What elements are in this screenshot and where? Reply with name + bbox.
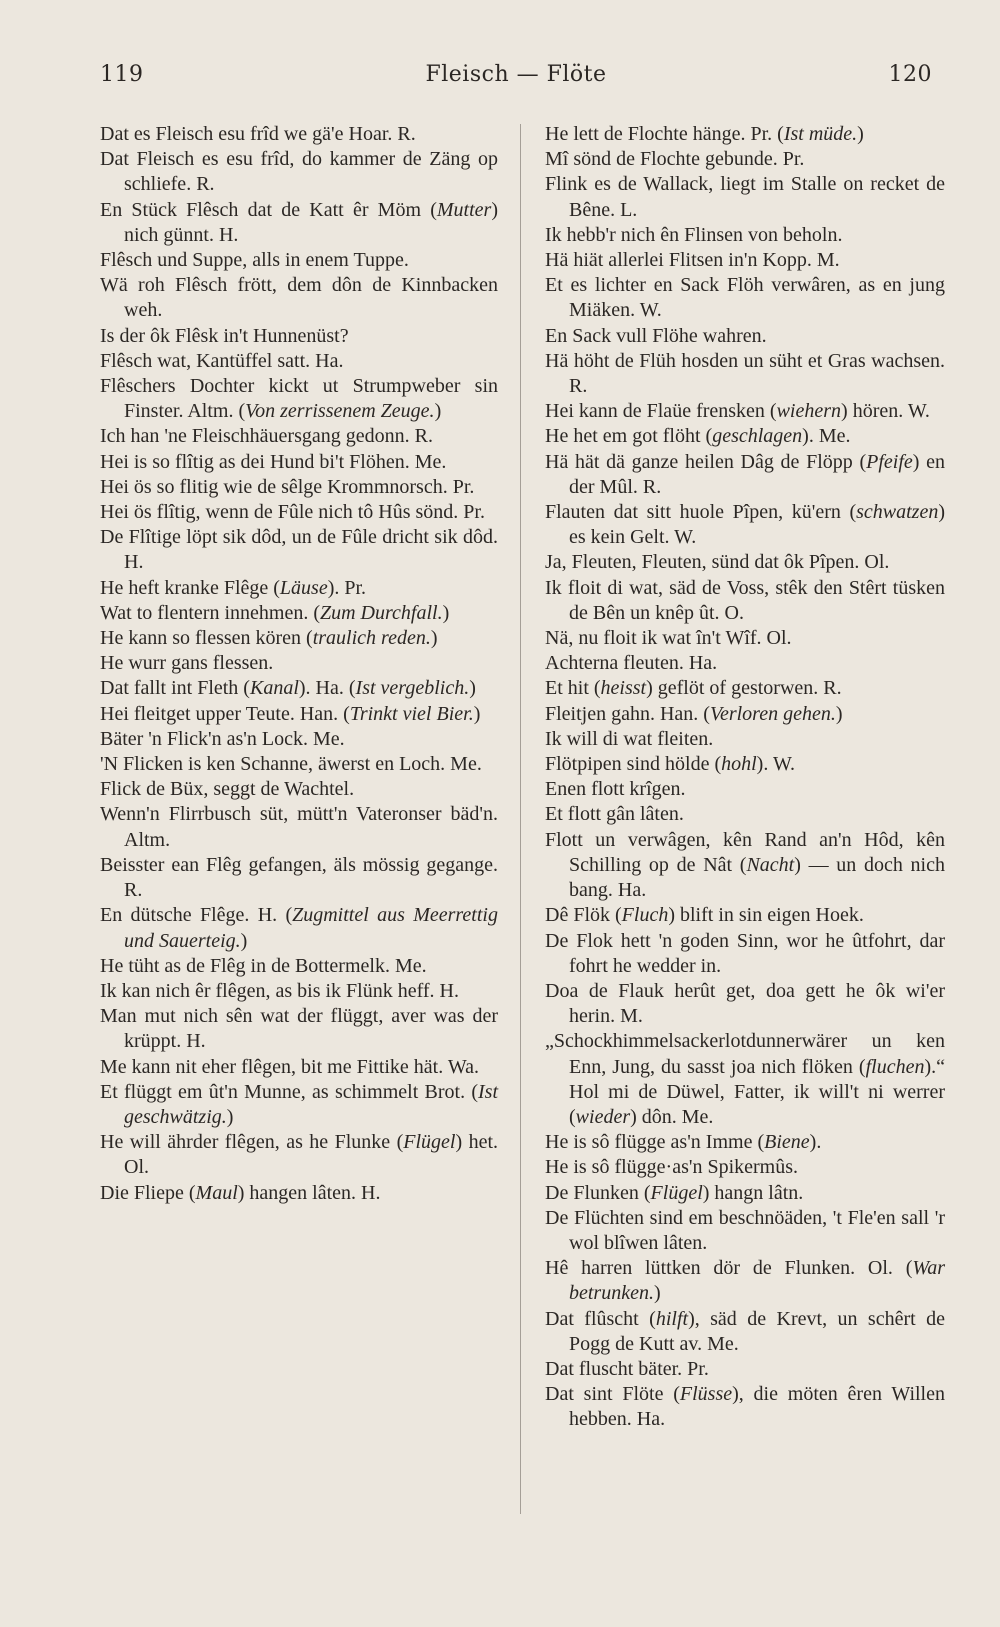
proverb-entry: He wurr gans flessen. xyxy=(100,652,274,675)
proverb-entry: Flink es de Wallack, liegt im Stalle on recket de Bêne. L. xyxy=(545,173,945,221)
proverb-entry: Dat fallt int Fleth (Kanal). Ha. (Ist vergeblich.) xyxy=(100,677,476,700)
proverb-entry: 'N Flicken is ken Schanne, äwerst en Loch. Me. xyxy=(100,753,482,776)
proverb-entry: Wä roh Flêsch frött, dem dôn de Kinnbacken weh. xyxy=(100,274,498,322)
proverb-entry: Doa de Flauk herût get, doa gett he ôk wi'er herin. M. xyxy=(545,979,945,1028)
proverb-entry: He heft kranke Flêge (Läuse). Pr. xyxy=(100,576,367,599)
proverb-entry: Die Fliepe (Maul) hangen lâten. H. xyxy=(100,1181,381,1204)
proverb-entry: En Sack vull Flöhe wahren. xyxy=(545,324,767,347)
proverb-entry: Et es lichter en Sack Flöh verwâren, as en jung Miäken. W. xyxy=(545,274,945,322)
proverb-entry: Dat fluscht bäter. Pr. xyxy=(545,1357,709,1380)
left-column xyxy=(100,122,498,1206)
proverb-entry: Ja, Fleuten, Fleuten, sünd dat ôk Pîpen. Ol. xyxy=(545,551,890,574)
proverb-entry: Ik hebb'r nich ên Flinsen von beholn. xyxy=(545,223,843,246)
proverb-entry: He will ährder flêgen, as he Flunke (Flügel) het. Ol. xyxy=(100,1131,499,1179)
proverb-entry: Wat to flentern innehmen. (Zum Durchfall.) xyxy=(100,601,450,624)
proverb-entry: Flick de Büx, seggt de Wachtel. xyxy=(100,778,355,801)
proverb-entry: Mî sönd de Flochte gebunde. Pr. xyxy=(545,148,805,171)
proverb-entry: Hä hät dä ganze heilen Dâg de Flöpp (Pfeife) en der Mûl. R. xyxy=(545,450,945,498)
proverb-entry: De Flunken (Flügel) hangn lâtn. xyxy=(545,1181,804,1204)
proverb-entry: He lett de Flochte hänge. Pr. (Ist müde.) xyxy=(545,123,864,145)
proverb-entry: Et flott gân lâten. xyxy=(545,803,684,826)
proverb-entry: Nä, nu floit ik wat în't Wîf. Ol. xyxy=(545,627,792,650)
proverb-entry: Ik kan nich êr flêgen, as bis ik Flünk heff. H. xyxy=(100,979,459,1002)
proverb-entry: Ich han 'ne Fleischhäuersgang gedonn. R. xyxy=(100,425,433,448)
proverb-entry: He is sô flügge·as'n Spikermûs. xyxy=(545,1156,799,1179)
proverb-entry: He is sô flügge as'n Imme (Biene). xyxy=(545,1131,822,1154)
proverb-entry: Hei is so flîtig as dei Hund bi't Flöhen. Me. xyxy=(100,450,447,473)
page-number-right: 120 xyxy=(888,62,932,87)
proverb-entry: De Flîtige löpt sik dôd, un de Fûle dricht sik dôd. H. xyxy=(100,526,498,574)
header-title: Fleisch — Flöte xyxy=(425,62,607,87)
proverb-entry: He tüht as de Flêg in de Bottermelk. Me. xyxy=(100,954,427,977)
proverb-entry: Et hit (heisst) geflöt of gestorwen. R. xyxy=(545,677,842,700)
proverb-entry: Wenn'n Flirrbusch süt, mütt'n Vateronser bäd'n. Altm. xyxy=(100,803,498,851)
proverb-entry: Flêsch und Suppe, alls in enem Tuppe. xyxy=(100,249,409,272)
proverb-entry: Hei ös so flitig wie de sêlge Krommnorsch. Pr. xyxy=(100,475,475,498)
proverb-entry: De Flüchten sind em beschnöäden, 't Fle'en sall 'r wol blîwen lâten. xyxy=(545,1206,945,1254)
proverb-entry: Dat sint Flöte (Flüsse), die möten êren Willen hebben. Ha. xyxy=(545,1383,945,1431)
proverb-entry: Ik floit di wat, säd de Voss, stêk den Stêrt tüsken de Bên un knêp ût. O. xyxy=(545,576,945,624)
proverb-entry: Flötpipen sind hölde (hohl). W. xyxy=(545,753,796,776)
proverb-entry: Me kann nit eher flêgen, bit me Fittike hät. Wa. xyxy=(100,1055,480,1078)
proverb-entry: De Flok hett 'n goden Sinn, wor he ûtfohrt, dar fohrt he wedder in. xyxy=(545,929,945,977)
proverb-entry: Enen flott krîgen. xyxy=(545,778,686,801)
proverb-entry: He het em got flöht (geschlagen). Me. xyxy=(545,425,851,448)
proverb-entry: Bäter 'n Flick'n as'n Lock. Me. xyxy=(100,727,345,750)
proverb-entry: Beisster ean Flêg gefangen, äls mössig gegange. R. xyxy=(100,853,498,902)
proverb-entry: He kann so flessen kören (traulich reden.) xyxy=(100,627,438,650)
proverb-entry: Dat flûscht (hilft), säd de Krevt, un schêrt de Pogg de Kutt av. Me. xyxy=(545,1307,945,1355)
proverb-entry: Is der ôk Flêsk in't Hunnenüst? xyxy=(100,324,349,347)
proverb-entry: Hei fleitget upper Teute. Han. (Trinkt viel Bier.) xyxy=(100,702,481,725)
column-divider xyxy=(520,124,521,1514)
proverb-entry: Flauten dat sitt huole Pîpen, kü'ern (schwatzen) es kein Gelt. W. xyxy=(545,501,945,549)
running-header xyxy=(100,62,932,98)
proverb-entry: En dütsche Flêge. H. (Zugmittel aus Meerrettig und Sauerteig.) xyxy=(100,904,498,952)
proverb-entry: Man mut nich sên wat der flüggt, aver was der krüppt. H. xyxy=(100,1005,498,1053)
right-column xyxy=(545,122,945,1433)
proverb-entry: Hei kann de Flaüe frensken (wiehern) hören. W. xyxy=(545,400,930,423)
proverb-entry: Et flüggt em ût'n Munne, as schimmelt Brot. (Ist geschwätzig.) xyxy=(100,1080,498,1128)
proverb-entry: Dat Fleisch es esu frîd, do kammer de Zäng op schliefe. R. xyxy=(100,148,498,196)
proverb-entry: Achterna fleuten. Ha. xyxy=(545,652,718,675)
proverb-entry: „Schockhimmelsackerlotdunnerwärer un ken Enn, Jung, du sasst joa nich flöken (fluchen).“ Hol mi de Düwel, Fatter, ik will't ni werrer (wieder) dôn. Me. xyxy=(545,1030,945,1128)
proverb-entry: Dê Flök (Fluch) blift in sin eigen Hoek. xyxy=(545,904,864,927)
proverb-entry: Flott un verwâgen, kên Rand an'n Hôd, kên Schilling op de Nât (Nacht) — un doch nich bang. Ha. xyxy=(545,828,945,902)
proverb-entry: Dat es Fleisch esu frîd we gä'e Hoar. R. xyxy=(100,123,416,145)
proverb-entry: Hä höht de Flüh hosden un süht et Gras wachsen. R. xyxy=(545,349,945,398)
page-number-left: 119 xyxy=(100,62,144,87)
proverb-entry: Flêschers Dochter kickt ut Strumpweber sin Finster. Altm. (Von zerrissenem Zeuge.) xyxy=(100,375,498,423)
proverb-entry: Fleitjen gahn. Han. (Verloren gehen.) xyxy=(545,702,843,725)
proverb-entry: Hä hiät allerlei Flitsen in'n Kopp. M. xyxy=(545,249,840,272)
proverb-entry: Hei ös flîtig, wenn de Fûle nich tô Hûs sönd. Pr. xyxy=(100,501,485,524)
proverb-entry: Hê harren lüttken dör de Flunken. Ol. (War betrunken.) xyxy=(545,1257,945,1305)
proverb-entry: En Stück Flêsch dat de Katt êr Möm (Mutter) nich günnt. H. xyxy=(100,198,498,246)
proverb-entry: Flêsch wat, Kantüffel satt. Ha. xyxy=(100,349,344,372)
proverb-entry: Ik will di wat fleiten. xyxy=(545,727,714,750)
